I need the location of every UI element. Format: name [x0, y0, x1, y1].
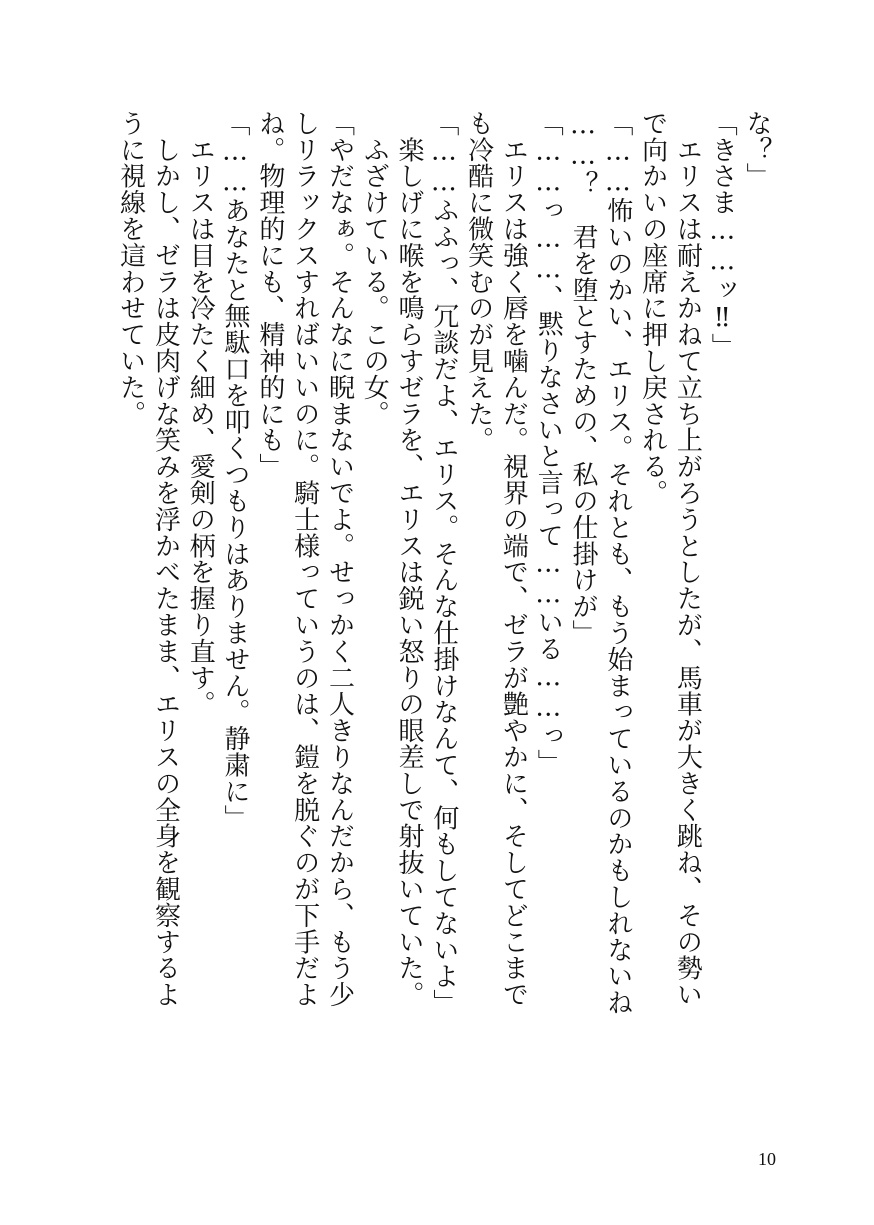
- text-line: ……？ 君を堕とすための、私の仕掛けが」: [568, 110, 599, 646]
- text-line: な？」: [742, 110, 772, 190]
- text-line: 「やだなぁ。そんなに睨まないでよ。せっかく二人きりなんだから、もう少: [324, 110, 355, 1008]
- text-line: 楽しげに喉を鳴らすゼラを、エリスは鋭い怒りの眼差しで射抜いていた。: [394, 110, 425, 1008]
- text-line: しかし、ゼラは皮肉げな笑みを浮かべたまま、エリスの全身を観察するよ: [150, 110, 181, 1008]
- text-line: ね。物理的にも、精神的にも」: [254, 110, 285, 480]
- text-line: も冷酷に微笑むのが見えた。: [463, 110, 494, 454]
- text-line: 「……怖いのかい、エリス。それとも、もう始まっているのかもしれないね: [602, 110, 633, 1016]
- page-number: 10: [758, 1149, 776, 1169]
- text-line: しリラックスすればいいのに。騎士様っていうのは、鎧を脱ぐのが下手だよ: [289, 110, 320, 1008]
- text-line: エリスは強く唇を噛んだ。視界の端で、ゼラが艶やかに、そしてどこまで: [498, 110, 529, 1008]
- text-line: 「……っ……、黙りなさいと言って……いる……っ」: [533, 110, 564, 776]
- text-line: うに視線を這わせていた。: [115, 110, 146, 427]
- text-line: 「きさま……ッ‼」: [707, 110, 738, 360]
- text-line: エリスは目を冷たく細め、愛剣の柄を握り直す。: [185, 110, 216, 718]
- text-line: 「……あなたと無駄口を叩くつもりはありません。静粛に」: [220, 110, 251, 831]
- text-line: 「……ふふっ、冗談だよ、エリス。そんな仕掛けなんて、何もしてないよ」: [428, 110, 459, 1016]
- text-line: エリスは耐えかねて立ち上がろうとしたが、馬車が大きく跳ね、その勢い: [672, 110, 703, 1008]
- text-line: で向かいの座席に押し戻される。: [637, 110, 668, 506]
- text-line: ふざけている。この女。: [359, 110, 390, 427]
- novel-text-body: [84, 110, 774, 1070]
